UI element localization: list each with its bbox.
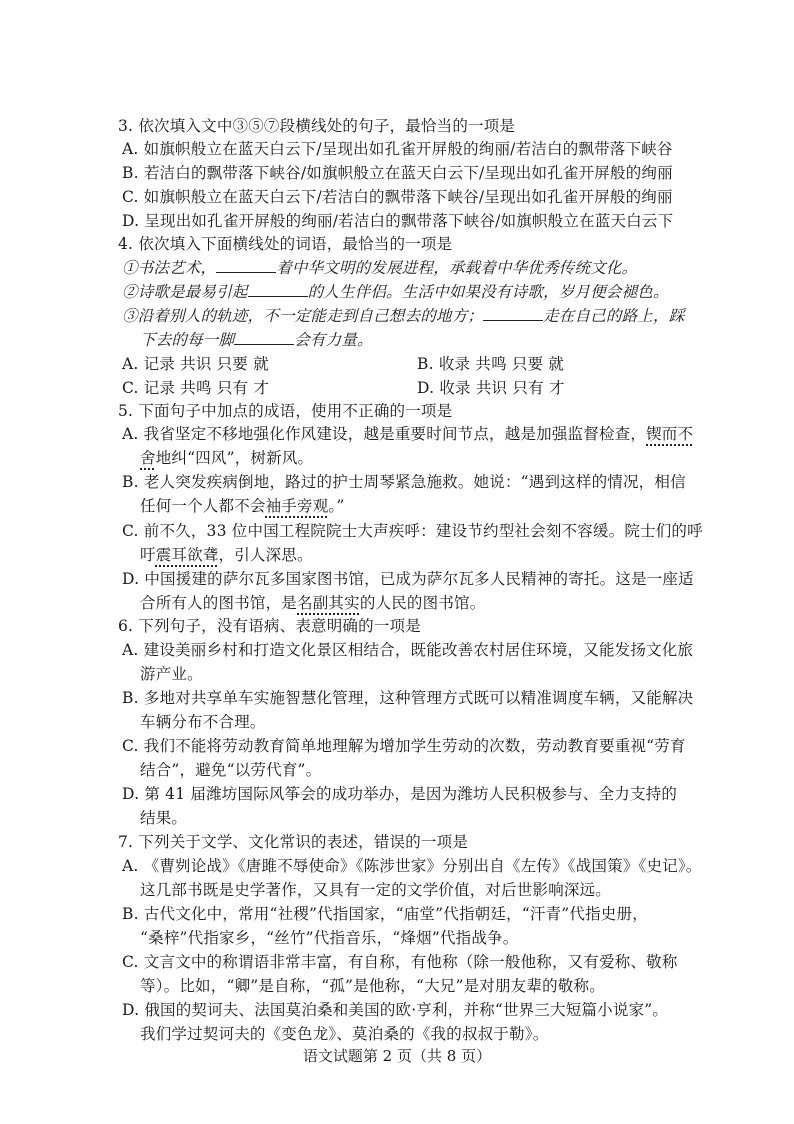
question-4-sentence-2 (122, 281, 669, 303)
option-c-text: ，引人深思。 (218, 546, 313, 564)
question-6-option-d: D. 第 41 届潍坊国际风筝会的成功举办，是因为潍坊人民积极参与、全力支持的 (122, 785, 678, 803)
question-5-option-c-cont (140, 544, 313, 566)
option-a-text: 地纠“四风”，树新风。 (155, 449, 314, 467)
dotted-idiom: 震耳欲聋 (155, 546, 219, 564)
question-6-stem: 6. 下列句子，没有语病、表意明确的一项是 (118, 617, 421, 635)
question-3-stem: 3. 依次填入文中③⑤⑦段横线处的句子，最恰当的一项是 (118, 117, 516, 135)
question-6-option-b-cont: 车辆分布不合理。 (140, 713, 266, 731)
dotted-idiom: 舍 (140, 449, 156, 467)
sentence-3-pre: ③沿着别人的轨迹，不一定能走到自己想去的地方； (122, 307, 484, 325)
option-d-text: 合所有人的图书馆，是 (140, 594, 298, 612)
question-3-option-d: D. 呈现出如孔雀开屏般的绚丽/若洁白的飘带落下峡谷/如旗帜般立在蓝天白云下 (122, 212, 674, 230)
question-6-option-b: B. 多地对共享单车实施智慧化管理，这种管理方式既可以精准调度车辆，又能解决 (122, 689, 694, 707)
question-7-option-b-cont: “桑梓”代指家乡，“丝竹”代指音乐，“烽烟”代指战争。 (140, 929, 519, 947)
question-7-option-c: C. 文言文中的称谓语非常丰富，有自称，有他称（除一般他称，又有爱称、敬称 (122, 953, 678, 971)
question-6-option-c-cont: 结合”，避免“以劳代育”。 (140, 761, 322, 779)
question-5-option-a-cont (140, 447, 313, 469)
fill-blank (483, 306, 543, 321)
question-5-option-d-cont (140, 592, 485, 614)
question-4-stem: 4. 依次填入下面横线处的词语，最恰当的一项是 (118, 235, 453, 253)
question-5-stem: 5. 下面句子中加点的成语，使用不正确的一项是 (118, 402, 453, 420)
question-4-sentence-3-cont (140, 329, 373, 351)
question-3-option-a: A. 如旗帜般立在蓝天白云下/呈现出如孔雀开屏般的绚丽/若洁白的飘带落下峡谷 (122, 140, 673, 158)
sentence-2-pre: ②诗歌是最易引起 (122, 283, 248, 301)
sentence-2-post: 的人生伴侣。生活中如果没有诗歌，岁月便会褪色。 (307, 283, 669, 301)
question-5-option-b-cont (140, 495, 345, 517)
page-footer: 语文试题第 2 页（共 8 页） (302, 1047, 492, 1065)
sentence-3-post: 走在自己的路上，踩 (543, 307, 685, 325)
option-a-text: A. 我省坚定不移地强化作风建设，越是重要时间节点，越是加强监督检查， (122, 425, 647, 443)
fill-blank (234, 330, 294, 345)
question-7-option-c-cont: 等）。比如，“卿”是自称，“孤”是他称，“大兄”是对朋友辈的敬称。 (140, 977, 605, 995)
question-5-option-a (122, 423, 693, 445)
question-4-sentence-3 (122, 305, 684, 327)
question-5-option-c: C. 前不久，33 位中国工程院院士大声疾呼：建设节约型社会刻不容缓。院士们的呼 (122, 522, 703, 540)
dotted-idiom: 袖手旁观 (265, 497, 329, 515)
fill-blank (248, 282, 308, 297)
option-b-text: 任何一个人都不会 (140, 497, 266, 515)
option-c-text: 吁 (140, 546, 156, 564)
question-5-option-b: B. 老人突发疾病倒地，路过的护士周琴紧急施救。她说：“遇到这样的情况，相信 (122, 473, 686, 491)
question-7-option-d-cont: 我们学过契诃夫的《变色龙》、莫泊桑的《我的叔叔于勒》。 (140, 1025, 549, 1043)
question-6-option-c: C. 我们不能将劳动教育简单地理解为增加学生劳动的次数，劳动教育要重视“劳育 (122, 737, 686, 755)
question-6-option-d-cont: 结果。 (140, 809, 188, 827)
question-4-option-a: A. 记录 共识 只要 就 (122, 355, 269, 373)
question-4-sentence-1 (122, 257, 637, 279)
question-7-option-d: D. 俄国的契诃夫、法国莫泊桑和美国的欧·亨利，并称“世界三大短篇小说家”。 (122, 1001, 669, 1019)
question-7-option-a: A. 《曹刿论战》《唐雎不辱使命》《陈涉世家》分别出自《左传》《战国策》《史记》。 (122, 857, 702, 875)
dotted-idiom: 锲而不 (646, 425, 694, 443)
option-b-text: 。” (328, 497, 345, 515)
question-5-option-d: D. 中国援建的萨尔瓦多国家图书馆，已成为萨尔瓦多人民精神的寄托。这是一座适 (122, 570, 694, 588)
question-4-option-b: B. 收录 共鸣 只要 就 (417, 355, 565, 373)
question-3-option-b: B. 若洁白的飘带落下峡谷/如旗帜般立在蓝天白云下/呈现出如孔雀开屏般的绚丽 (122, 164, 673, 182)
sentence-1-post: 着中华文明的发展进程，承载着中华优秀传统文化。 (276, 259, 638, 277)
question-7-option-b: B. 古代文化中，常用“社稷”代指国家，“庙堂”代指朝廷，“汗青”代指史册， (122, 905, 648, 923)
question-3-option-c: C. 如旗帜般立在蓝天白云下/若洁白的飘带落下峡谷/呈现出如孔雀开屏般的绚丽 (122, 188, 673, 206)
question-6-option-a: A. 建设美丽乡村和打造文化景区相结合，既能改善农村居住环境，又能发扬文化旅 (122, 641, 694, 659)
dotted-idiom: 名副其实 (297, 594, 360, 612)
question-4-option-d: D. 收录 共识 只有 才 (417, 379, 565, 397)
question-7-stem: 7. 下列关于文学、文化常识的表述，错误的一项是 (118, 833, 469, 851)
question-4-option-c: C. 记录 共鸣 只有 才 (122, 379, 270, 397)
sentence-3b-pre: 下去的每一脚 (140, 331, 235, 349)
question-7-option-a-cont: 这几部书既是史学著作，又具有一定的文学价值，对后世影响深远。 (140, 881, 612, 899)
question-6-option-a-cont: 游产业。 (140, 665, 203, 683)
sentence-1-pre: ①书法艺术， (122, 259, 217, 277)
fill-blank (216, 258, 276, 273)
option-d-text: 的人民的图书馆。 (359, 594, 486, 612)
sentence-3b-post: 会有力量。 (294, 331, 373, 349)
